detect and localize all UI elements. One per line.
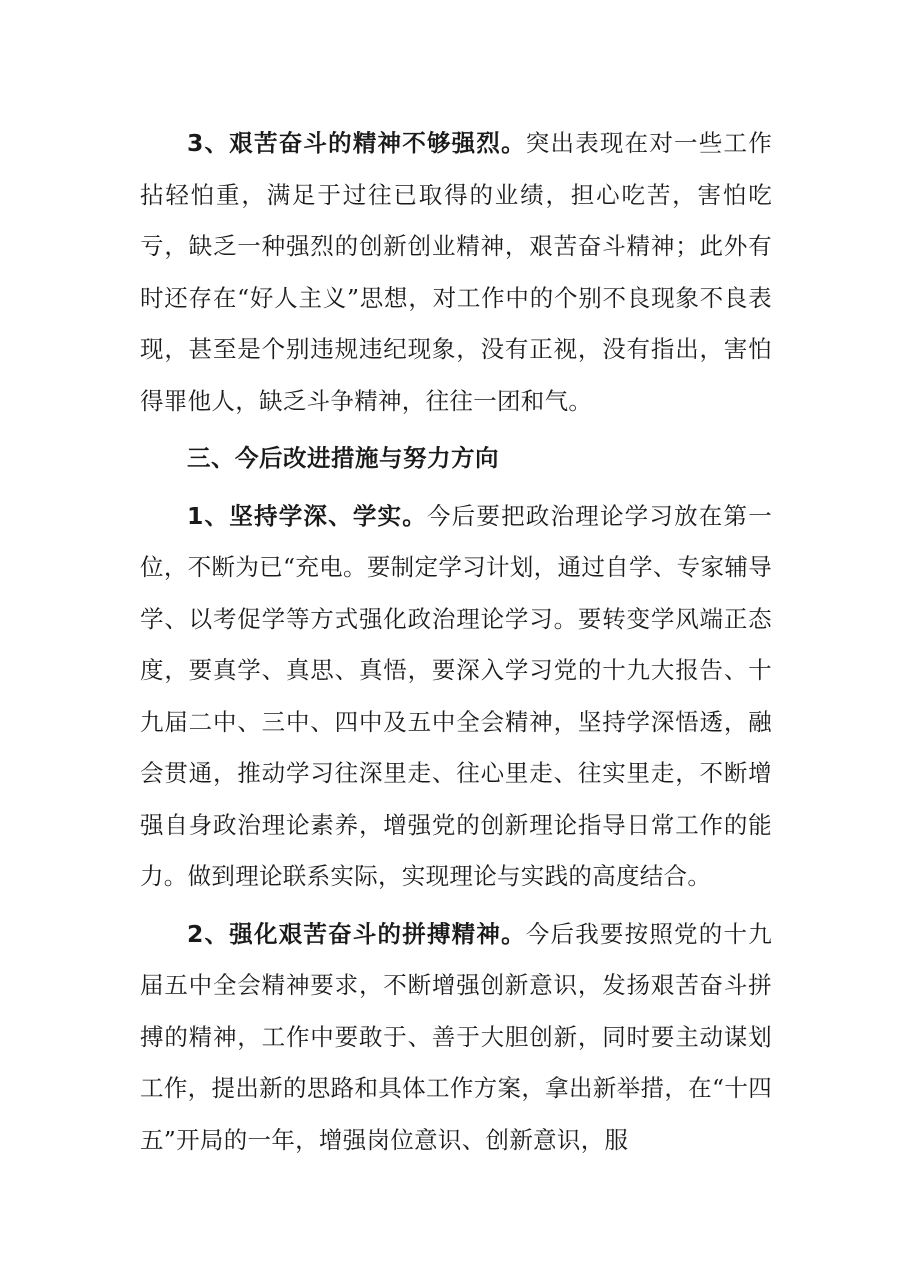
document-page xyxy=(140,118,772,1166)
paragraph-lead: 1、坚持学深、学实。 xyxy=(187,501,427,530)
paragraph-study-deep xyxy=(140,491,772,903)
paragraph-body: 突出表现在对一些工作拈轻怕重，满足于过往已取得的业绩，担心吃苦，害怕吃亏，缺乏一种强烈的创新创业精神，艰苦奋斗精神；此外有时还存在“好人主义”思想，对工作中的个别不良现象不良表现，甚至是个别违规违纪现象，没有正视，没有指出，害怕得罪他人，缺乏斗争精神，往往一团和气。 xyxy=(140,129,772,415)
paragraph-strengthen-spirit xyxy=(140,909,772,1167)
section-heading-improvement: 三、今后改进措施与努力方向 xyxy=(187,444,499,472)
paragraph-body: 今后要把政治理论学习放在第一位，不断为已“充电。要制定学习计划，通过自学、专家辅导学、以考促学等方式强化政治理论学习。要转变学风端正态度，要真学、真思、真悟，要深入学习党的十九大报告、十九届二中、三中、四中及五中全会精神，坚持学深悟透，融会贯通，推动学习往深里走、往心里走、往实里走，不断增强自身政治理论素养，增强党的创新理论指导日常工作的能力。做到理论联系实际，实现理论与实践的高度结合。 xyxy=(140,501,773,890)
paragraph-hardship-spirit xyxy=(140,118,772,427)
paragraph-lead: 3、艰苦奋斗的精神不够强烈。 xyxy=(187,129,526,157)
paragraph-body: 今后我要按照党的十九届五中全会精神要求，不断增强创新意识，发扬艰苦奋斗拼搏的精神，工作中要敢于、善于大胆创新，同时要主动谋划工作，提出新的思路和具体工作方案，拿出新举措，在“十四五”开局的一年，增强岗位意识、创新意识，服 xyxy=(140,919,772,1154)
paragraph-lead: 2、强化艰苦奋斗的拼搏精神。 xyxy=(187,919,526,948)
